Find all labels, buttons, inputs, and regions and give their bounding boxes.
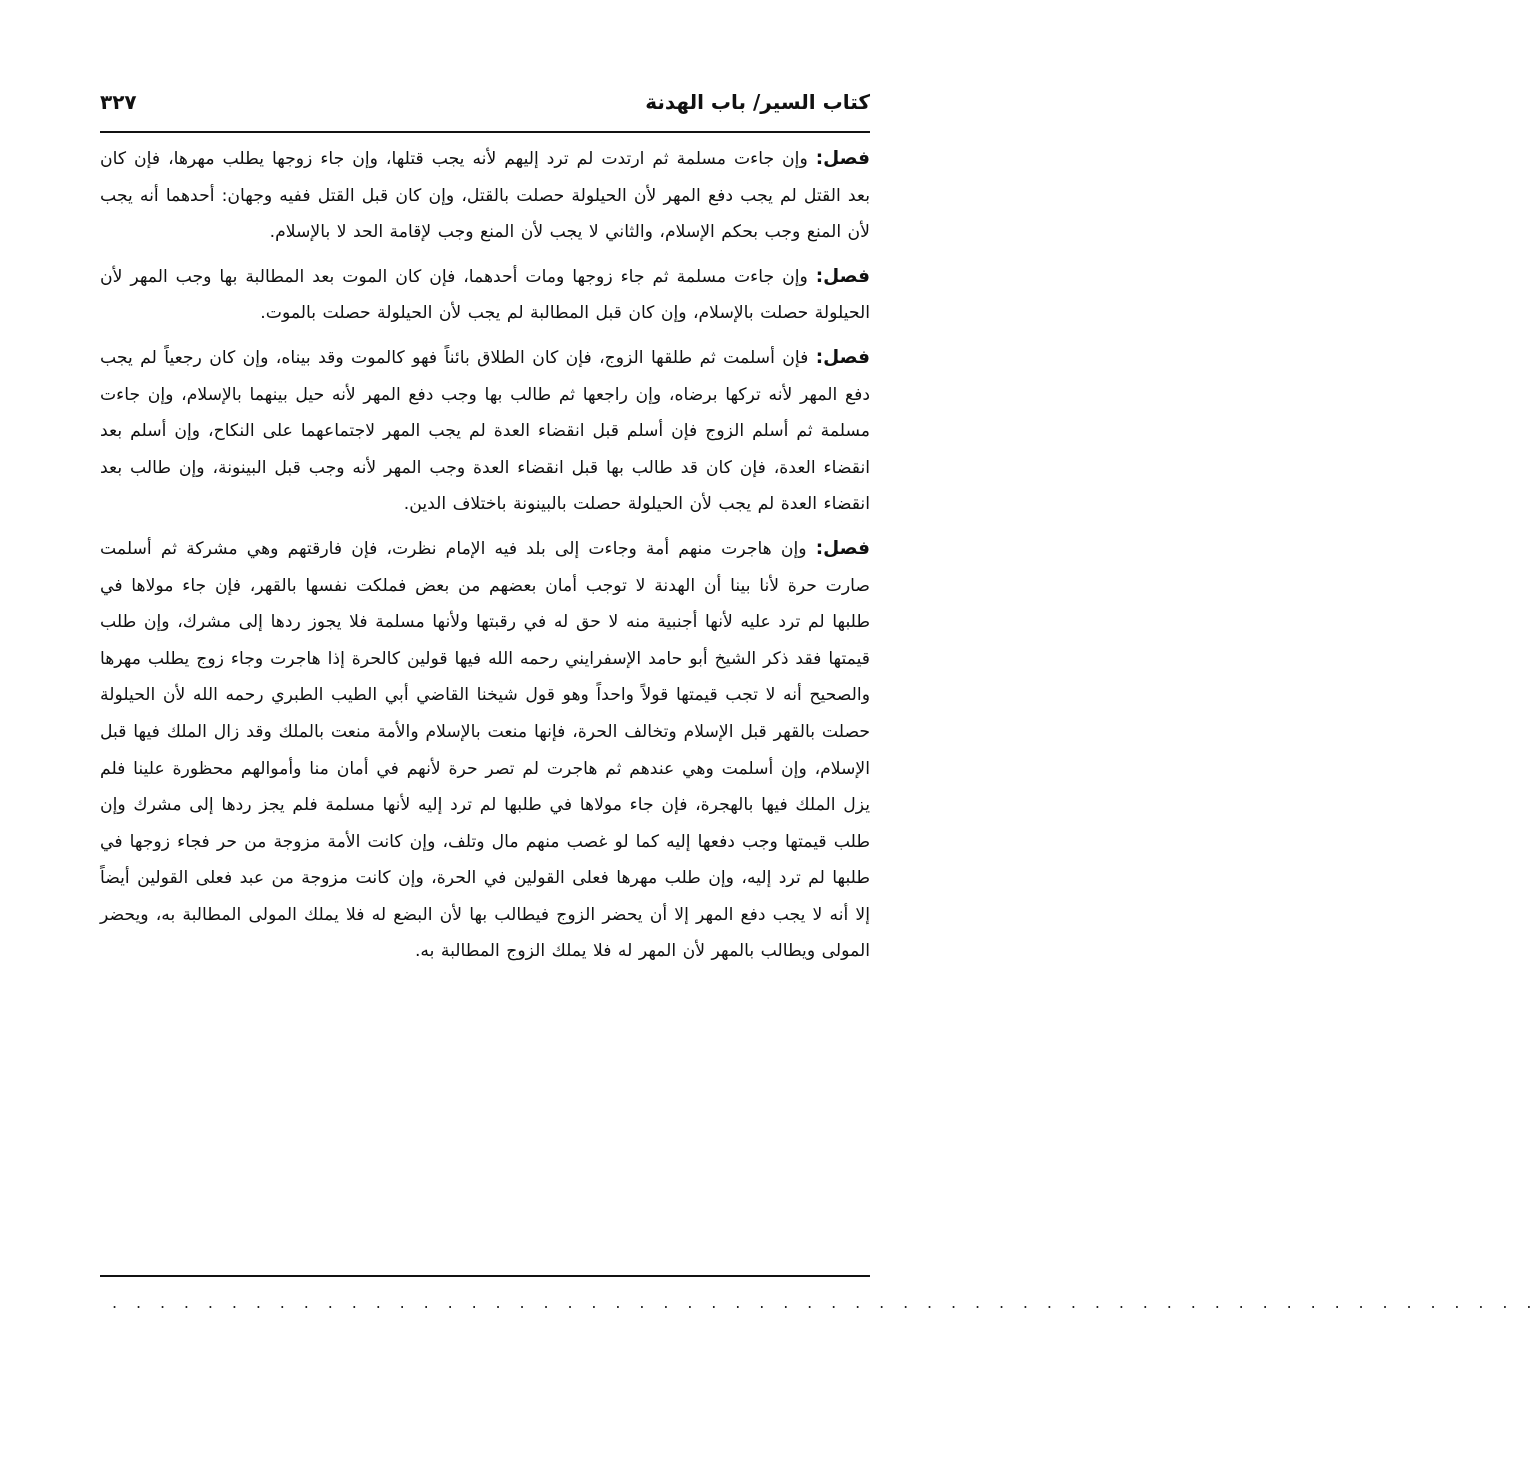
section-label: فصل: xyxy=(815,148,870,169)
paragraph xyxy=(100,531,870,970)
running-header xyxy=(100,88,870,128)
header-rule xyxy=(100,131,870,133)
footnote-dotted-line: . . . . . . . . . . . . . . . . . . . . . . . . . . . . . . . . . . . . . . . . . . . . . . . . . . . . . . . . . . . . xyxy=(112,1293,1538,1312)
main-text xyxy=(100,141,870,978)
section-label: فصل: xyxy=(815,537,870,559)
chapter-title: كتاب السير/ باب الهدنة xyxy=(645,90,870,114)
paragraph xyxy=(100,259,870,332)
paragraph-text: فإن أسلمت ثم طلقها الزوج، فإن كان الطلاق بائناً فهو كالموت وقد بيناه، وإن كان رجعياً لم يجب دفع المهر لأنه تركها برضاه، وإن راجعها ثم طالب بها وجب دفع المهر لأنه حيل بينهما بالإسلام، وإن جاءت مسلمة ثم أسلم الزوج فإن أسلم قبل انقضاء العدة لم يجب المهر لاجتماعهما على النكاح، وإن أسلم بعد انقضاء العدة، فإن كان قد طالب بها قبل انقضاء العدة وجب المهر لأنه وجب قبل البينونة، وإن طالب بعد انقضاء العدة لم يجب لأن الحيلولة حصلت بالبينونة باختلاف الدين. xyxy=(100,347,870,515)
footnote-rule xyxy=(100,1275,870,1277)
paragraph xyxy=(100,340,870,523)
page-number: ٣٢٧ xyxy=(100,90,137,114)
paragraph-text: وإن هاجرت منهم أمة وجاءت إلى بلد فيه الإمام نظرت، فإن فارقتهم وهي مشركة ثم أسلمت صارت حرة لأنا بينا أن الهدنة لا توجب أمان بعضهم من بعض فملكت نفسها بالقهر، فإن جاء مولاها في طلبها لم ترد عليه لأنها أجنبية منه لا حق له في رقبتها ولأنها مسلمة فلا يجوز ردها إلى مشرك، وإن طلب قيمتها فقد ذكر الشيخ أبو حامد الإسفرايني رحمه الله فيها قولين كالحرة إذا هاجرت وجاء زوج يطلب مهرها والصحيح أنه لا تجب قيمتها قولاً واحداً وهو قول شيخنا القاضي أبي الطيب الطبري رحمه الله لأن الحيلولة حصلت بالقهر قبل الإسلام وتخالف الحرة، فإنها منعت بالإسلام والأمة منعت بالملك وقد زال الملك فيها قبل الإسلام، وإن أسلمت وهي عندهم ثم هاجرت لم تصر حرة لأنهم في أمان منا وأموالهم محظورة علينا فلم يزل الملك فيها بالهجرة، فإن جاء مولاها في طلبها لم ترد إليه لأنها مسلمة فلم يجز ردها إلى مشرك وإن طلب قيمتها وجب دفعها إليه كما لو غصب منهم مال وتلف، وإن كانت الأمة مزوجة من حر فجاء زوجها في طلبها لم ترد إليه، وإن طلب مهرها فعلى القولين في الحرة، وإن كانت مزوجة من عبد فعلى القولين أيضاً إلا أنه لا يجب دفع المهر إلا أن يحضر الزوج فيطالب بها لأن البضع له فلا يملك المولى المطالبة به، ويحضر المولى ويطالب بالمهر لأن المهر له فلا يملك الزوج المطالبة به. xyxy=(100,538,870,962)
section-label: فصل: xyxy=(815,346,870,368)
paragraph-text: وإن جاءت مسلمة ثم ارتدت لم ترد إليهم لأنه يجب قتلها، وإن جاء زوجها يطلب مهرها، فإن كان بعد القتل لم يجب دفع المهر لأن الحيلولة حصلت بالقتل، وإن كان قبل القتل ففيه وجهان: أحدهما أنه يجب لأن المنع وجب بحكم الإسلام، والثاني لا يجب لأن المنع وجب لإقامة الحد لا بالإسلام. xyxy=(100,149,870,243)
paragraph-text: وإن جاءت مسلمة ثم جاء زوجها ومات أحدهما، فإن كان الموت بعد المطالبة بها وجب المهر لأن الحيلولة حصلت بالإسلام، وإن كان قبل المطالبة لم يجب لأن الحيلولة حصلت بالموت. xyxy=(100,266,870,324)
section-label: فصل: xyxy=(815,265,870,287)
paragraph xyxy=(100,141,870,251)
